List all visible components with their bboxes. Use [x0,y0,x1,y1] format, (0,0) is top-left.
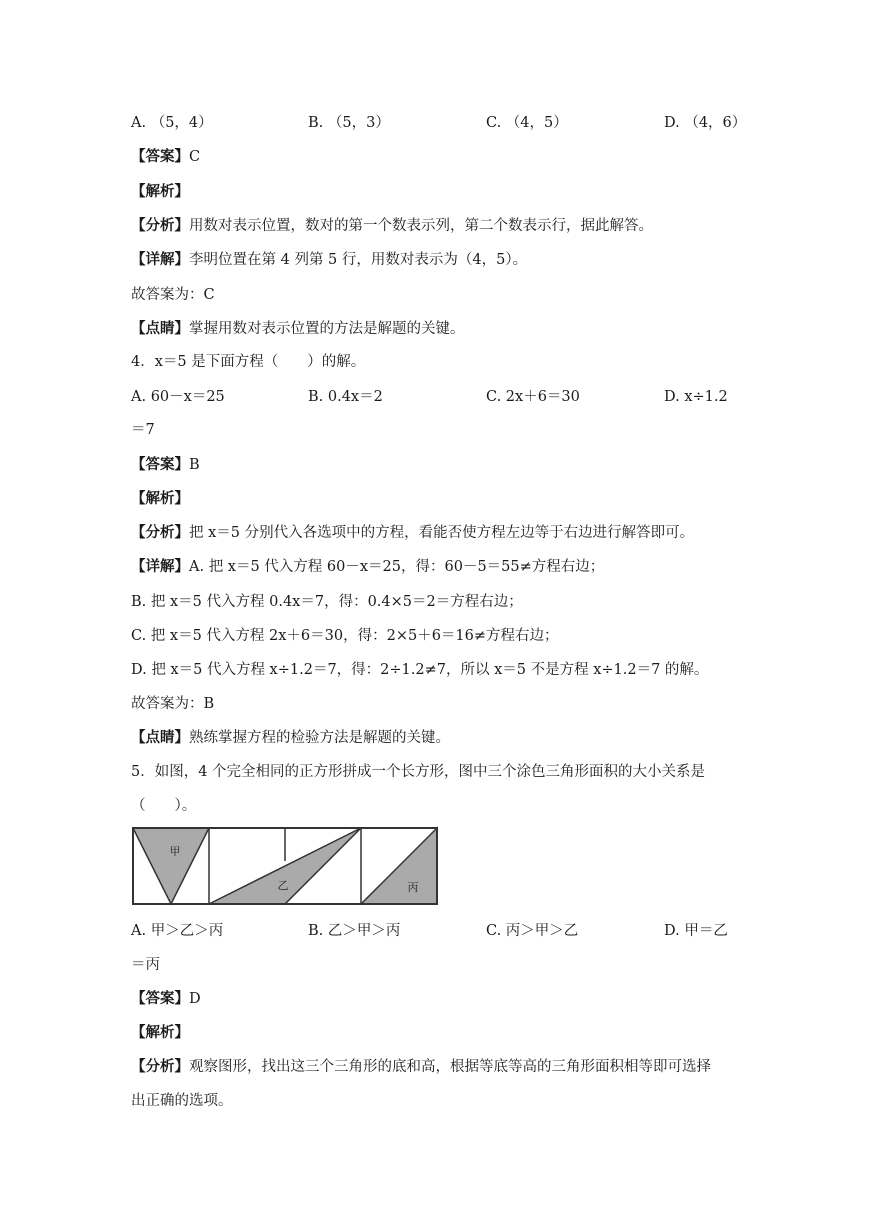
fenxi-tag: 【分析】 [131,1058,189,1075]
q4-option-d: D. x÷1.2 [664,389,728,405]
q4-answer [131,455,200,475]
fenxi-text: 把 x＝5 分别代入各选项中的方程，看能否使方程左边等于右边进行解答即可。 [189,525,695,541]
answer-value: D [189,991,201,1007]
triangle-jia [133,828,209,904]
q4-stem: 4．x＝5 是下面方程（ ）的解。 [131,354,366,370]
q5-stem-line2: （ ）。 [131,798,197,814]
answer-value: B [189,457,200,473]
q3-option-d: D. （4，6） [664,115,747,131]
dianjing-tag: 【点睛】 [131,729,189,746]
q3-option-a: A. （5，4） [131,115,213,131]
q3-dianjing [131,319,465,339]
answer-tag: 【答案】 [131,148,189,165]
xiangjie-tag: 【详解】 [131,251,189,268]
q4-option-b: B. 0.4x＝2 [308,389,383,405]
q5-answer [131,989,201,1009]
label-jia: 甲 [169,845,181,858]
xiangjie-tag: 【详解】 [131,558,189,575]
q4-option-c: C. 2x＋6＝30 [486,389,580,405]
dianjing-text: 掌握用数对表示位置的方法是解题的关键。 [189,321,465,337]
dianjing-tag: 【点睛】 [131,320,189,337]
q5-fenxi-line1 [131,1057,711,1077]
q5-option-a: A. 甲＞乙＞丙 [131,923,224,939]
answer-tag: 【答案】 [131,456,189,473]
q4-conclusion: 故答案为：B [131,696,215,712]
q5-fenxi-line2: 出正确的选项。 [131,1093,233,1109]
q5-option-c: C. 丙＞甲＞乙 [486,923,579,939]
q4-xiangjie-b: B. 把 x＝5 代入方程 0.4x＝7，得：0.4×5＝2＝方程右边； [131,594,523,610]
q3-xiangjie [131,250,527,270]
q4-fenxi [131,523,694,543]
q4-jiexi-heading: 【解析】 [131,490,189,507]
q5-option-d-wrap: ＝丙 [131,957,160,973]
q5-jiexi-heading: 【解析】 [131,1024,189,1041]
q3-answer [131,147,200,167]
answer-value: C [189,149,201,165]
q3-option-b: B. （5，3） [308,115,390,131]
fenxi-text: 用数对表示位置，数对的第一个数表示列，第二个数表示行，据此解答。 [189,218,653,234]
q4-xiangjie-c: C. 把 x＝5 代入方程 2x＋6＝30，得：2×5＋6＝16≠方程右边； [131,628,559,644]
label-yi: 乙 [277,879,289,892]
q5-stem-line1: 5．如图，4 个完全相同的正方形拼成一个长方形，图中三个涂色三角形面积的大小关系是 [131,764,706,780]
q5-option-b: B. 乙＞甲＞丙 [308,923,401,939]
q3-conclusion: 故答案为：C [131,287,215,303]
fenxi-text: 观察图形，找出这三个三角形的底和高，根据等底等高的三角形面积相等即可选择 [189,1059,711,1075]
q5-figure [131,826,439,910]
xiangjie-text: A. 把 x＝5 代入方程 60－x＝25，得：60－5＝55≠方程右边； [189,559,605,575]
q4-xiangjie-d: D. 把 x＝5 代入方程 x÷1.2＝7，得：2÷1.2≠7，所以 x＝5 不是方程 x÷1.2＝7 的解。 [131,662,709,678]
triangle-bing [361,828,437,904]
q3-jiexi-heading: 【解析】 [131,183,189,200]
fenxi-tag: 【分析】 [131,217,189,234]
q4-option-d-wrap: ＝7 [131,422,155,438]
q3-fenxi [131,216,653,236]
xiangjie-text: 李明位置在第 4 列第 5 行，用数对表示为（4，5）。 [189,252,528,268]
q3-option-c: C. （4，5） [486,115,568,131]
q4-dianjing [131,728,450,748]
dianjing-text: 熟练掌握方程的检验方法是解题的关键。 [189,730,450,746]
label-bing: 丙 [407,881,419,894]
q4-xiangjie-a [131,557,604,577]
fenxi-tag: 【分析】 [131,524,189,541]
q5-option-d: D. 甲＝乙 [664,923,728,939]
answer-tag: 【答案】 [131,990,189,1007]
squares-rectangle-diagram [131,826,439,906]
q4-option-a: A. 60－x＝25 [131,389,225,405]
